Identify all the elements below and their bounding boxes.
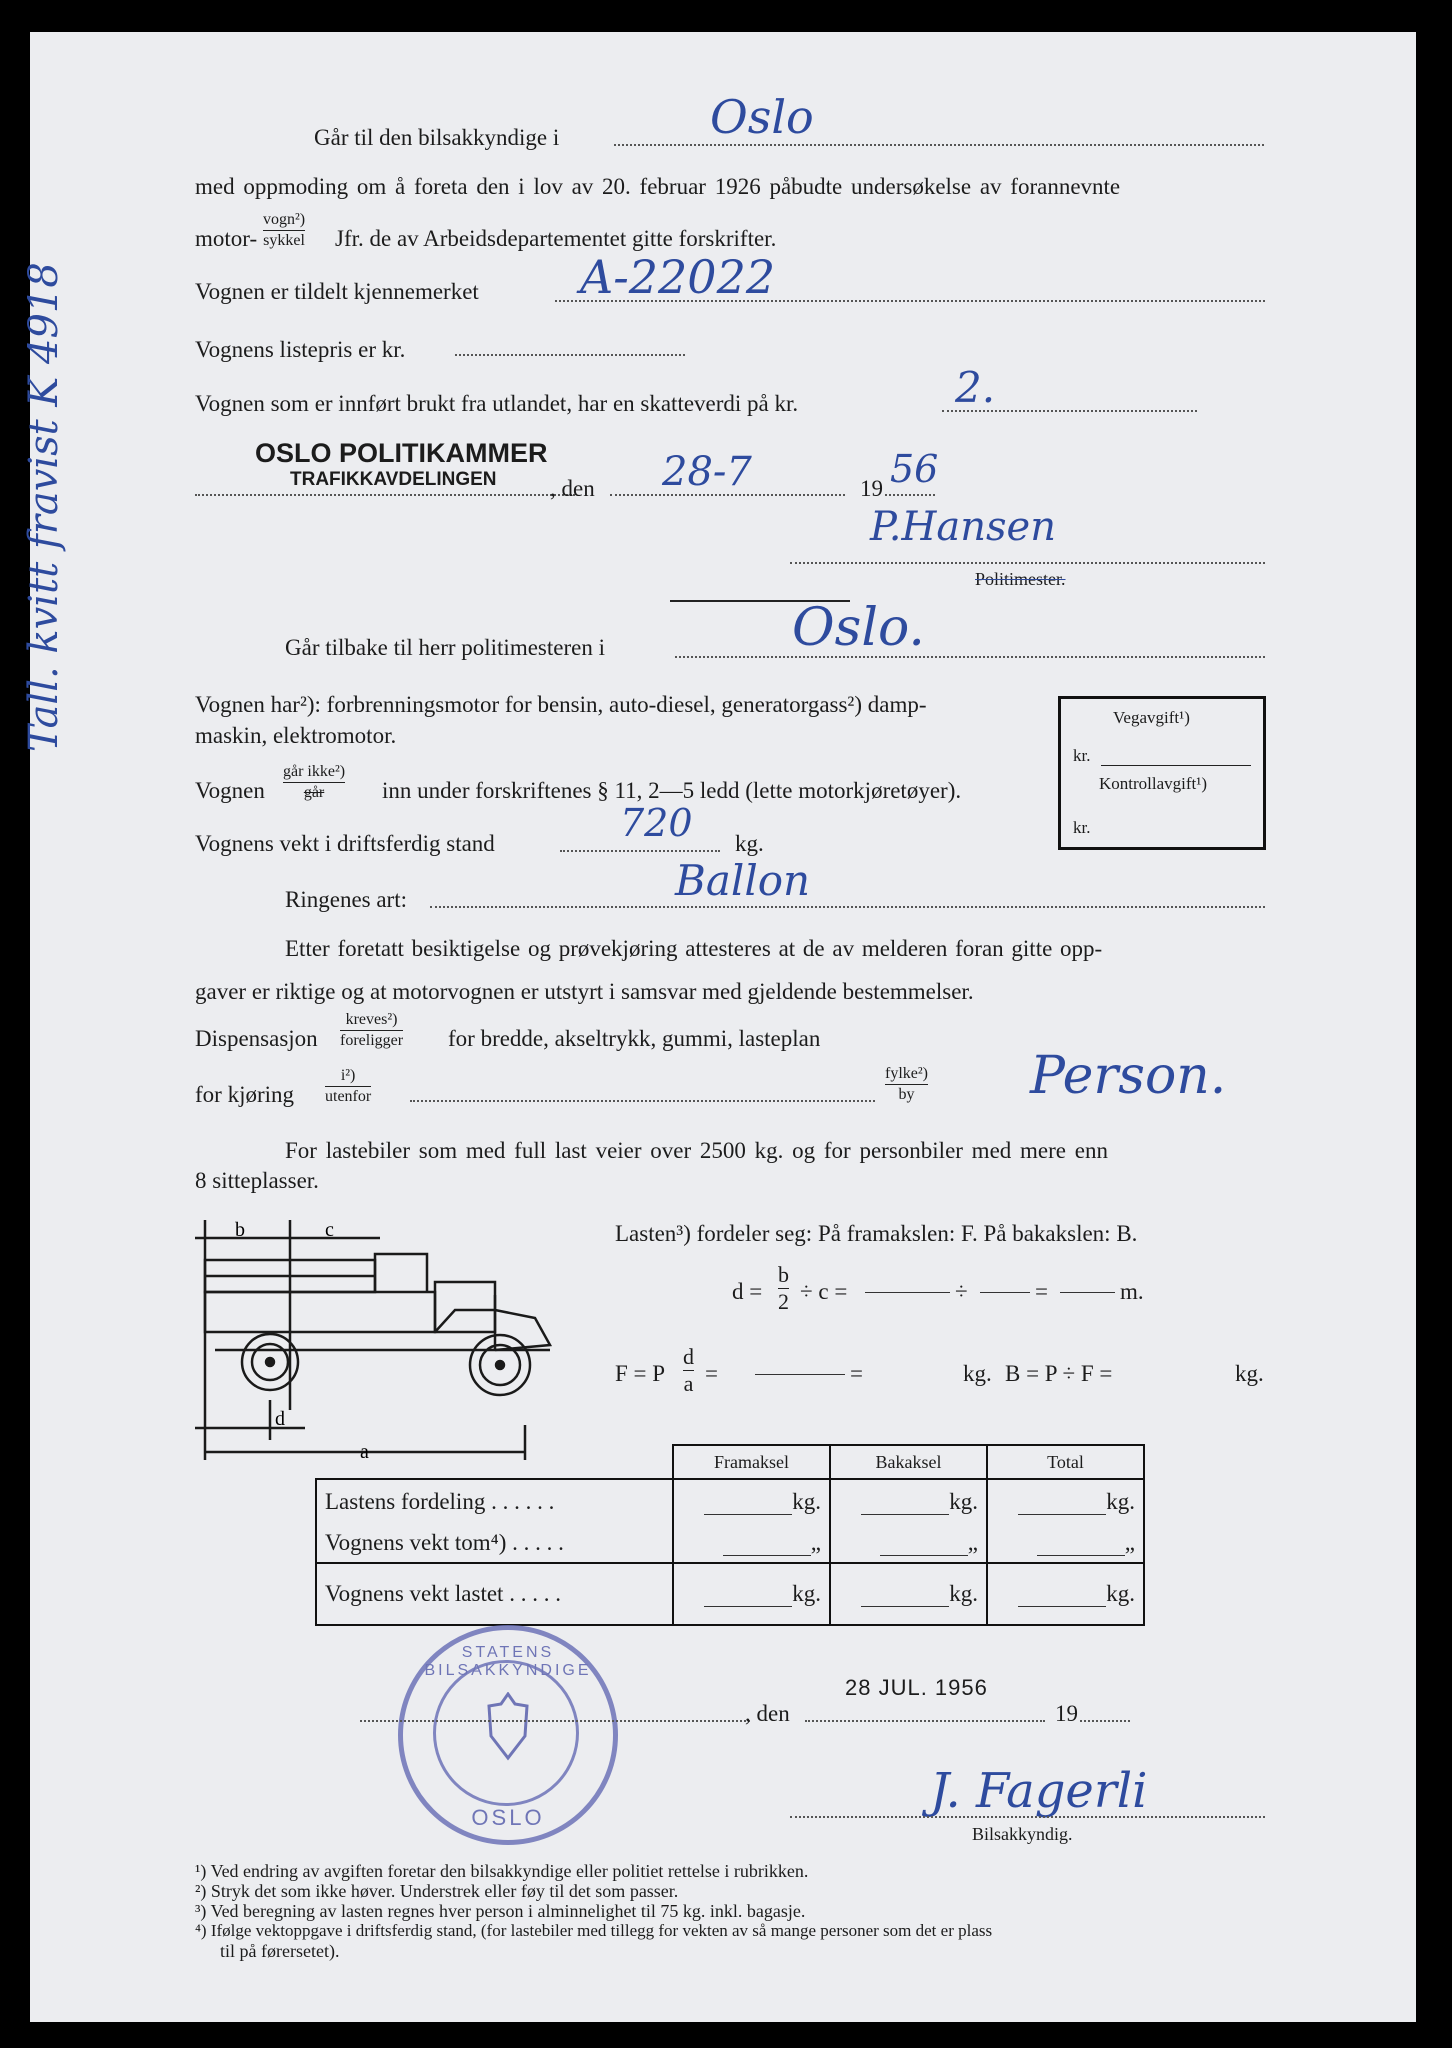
diagram-label-a: a xyxy=(360,1441,369,1460)
table-cell[interactable]: kg. xyxy=(673,1563,830,1625)
list-price-label: Vognens listepris er kr. xyxy=(195,337,406,362)
formula-d-field1[interactable] xyxy=(865,1292,950,1293)
inspector-signature: J. Fagerli xyxy=(930,1763,1148,1819)
formula-b-unit: kg. xyxy=(1235,1361,1264,1386)
formula-d-over-a xyxy=(683,1346,694,1395)
request-line: med oppmoding om å foreta den i lov av 20. februar 1926 påbudte undersøkelse av forannevnte xyxy=(195,174,1121,199)
destination-field-line[interactable] xyxy=(614,144,1264,146)
frac-vogn: vogn²) xyxy=(263,212,305,231)
frac-fylke: fylke²) xyxy=(885,1066,928,1085)
footer-place-field[interactable] xyxy=(360,1720,750,1722)
frac-d: d xyxy=(683,1344,694,1369)
table-row xyxy=(316,1563,1144,1625)
footer-date-field[interactable] xyxy=(805,1720,1045,1722)
table-header-rear-axle: Bakaksel xyxy=(830,1445,987,1479)
tyres-label: Ringenes art: xyxy=(285,887,407,912)
formula-d-eq: d = xyxy=(732,1279,763,1304)
frac-i: i²) xyxy=(325,1068,371,1087)
frac-gar-ikke: går ikke²) xyxy=(283,764,345,783)
motor-type-line1: Vognen har²): forbrenningsmotor for bensin, auto-diesel, generatorgass²) damp- xyxy=(195,692,927,717)
driving-label: for kjøring xyxy=(195,1082,295,1107)
table-cell[interactable]: kg. xyxy=(987,1479,1144,1523)
inspector-signature-line xyxy=(790,1816,1265,1818)
stamp-top-text: STATENS BILSAKKYNDIGE xyxy=(424,1644,592,1679)
footer-year-prefix: 19 xyxy=(1055,1701,1078,1726)
table-header-front-axle: Framaksel xyxy=(673,1445,830,1479)
vogn-sykkel-fraction xyxy=(263,212,305,249)
table-corner xyxy=(316,1445,673,1479)
police-year-value: 56 xyxy=(890,447,939,491)
frac-b: b xyxy=(778,1262,789,1287)
table-cell[interactable]: kg. xyxy=(987,1563,1144,1625)
footer-year-field[interactable] xyxy=(1080,1720,1130,1722)
attest-line2: gaver er riktige og at motorvognen er utstyrt i samsvar med gjeldende bestemmelser. xyxy=(195,979,974,1004)
row-label: Vognens vekt tom⁴) . . . . . xyxy=(316,1523,673,1563)
road-tax-field[interactable] xyxy=(1101,765,1251,766)
driving-field-line[interactable] xyxy=(410,1100,875,1102)
formula-f-field[interactable] xyxy=(755,1374,845,1375)
coat-of-arms-icon xyxy=(485,1692,531,1762)
formula-f-unit: kg. xyxy=(963,1361,992,1386)
road-tax-kr: kr. xyxy=(1073,746,1091,765)
table-cell[interactable]: „ xyxy=(673,1523,830,1563)
document-page xyxy=(21,32,1416,2022)
diagram-label-d: d xyxy=(275,1408,285,1430)
footnote-4-cont: til på førersetet). xyxy=(220,1941,340,1961)
diagram-label-b: b xyxy=(235,1219,245,1241)
truck-rule-line2: 8 sitteplasser. xyxy=(195,1168,319,1193)
inspector-round-stamp xyxy=(398,1625,618,1845)
vognen-label: Vognen xyxy=(195,778,265,803)
table-row xyxy=(316,1479,1144,1523)
frac-by: by xyxy=(898,1086,915,1103)
diagram-label-c: c xyxy=(325,1219,334,1241)
frac-gar: går xyxy=(303,784,325,801)
regulations-reference: Jfr. de av Arbeidsdepartementet gitte forskrifter. xyxy=(335,226,777,251)
footnote-1: ¹) Ved endring av avgiften foretar den bilsakkyndige eller politiet rettelse i rubrikken. xyxy=(195,1861,809,1881)
table-cell[interactable]: kg. xyxy=(830,1563,987,1625)
return-field-line[interactable] xyxy=(675,656,1265,658)
dispensation-rest: for bredde, akseltrykk, gummi, lasteplan xyxy=(448,1026,821,1051)
sidebar-handwritten-note: Tall. kvitt fravist K 4918 xyxy=(21,262,67,752)
footnote-3: ³) Ved beregning av lasten regnes hver person i alminnelighet til 75 kg. inkl. bagasje. xyxy=(195,1901,806,1921)
control-fee-label: Kontrollavgift¹) xyxy=(1099,774,1208,793)
light-vehicle-rule: inn under forskriftenes § 11, 2—5 ledd (lette motorkjøretøyer). xyxy=(382,778,962,803)
fee-box xyxy=(1058,696,1266,850)
road-tax-label: Vegavgift¹) xyxy=(1113,708,1190,727)
load-distribution-heading: Lasten³) fordeler seg: På framakslen: F. På bakakslen: B. xyxy=(615,1221,1138,1246)
frac-utenfor: utenfor xyxy=(325,1088,372,1105)
formula-f-equals2: = xyxy=(850,1361,863,1386)
weight-unit: kg. xyxy=(735,831,764,856)
police-den-label: , den xyxy=(550,476,595,501)
control-fee-kr: kr. xyxy=(1073,818,1091,837)
frac-sykkel: sykkel xyxy=(263,232,305,249)
attest-line1: Etter foretatt besiktigelse og prøvekjøring attesteres at de av melderen foran gitte opp- xyxy=(285,936,1103,961)
formula-d-rest: ÷ c = xyxy=(800,1279,848,1304)
formula-d-equals: = xyxy=(1035,1279,1048,1304)
table-row xyxy=(316,1523,1144,1563)
registration-value: A-22022 xyxy=(580,250,776,304)
return-value: Oslo. xyxy=(792,598,925,658)
formula-f-equals1: = xyxy=(705,1361,718,1386)
table-header-total: Total xyxy=(987,1445,1144,1479)
table-header-row xyxy=(316,1445,1144,1479)
tyres-field-line[interactable] xyxy=(430,906,1265,908)
police-signature-line xyxy=(790,562,1265,564)
truck-rule-line1: For lastebiler som med full last veier over 2500 kg. og for personbiler med mere enn xyxy=(285,1138,1108,1163)
weight-value: 720 xyxy=(620,801,693,845)
police-stamp-line1: OSLO POLITIKAMMER xyxy=(255,438,548,468)
tax-value-label: Vognen som er innført brukt fra utlandet, har en skatteverdi på kr. xyxy=(195,391,799,416)
footnote-4: ⁴) Ifølge vektoppgave i driftsferdig stand, (for lastebiler med tillegg for vekten av så mange personer som det er plass xyxy=(195,1921,993,1940)
police-year-prefix: 19 xyxy=(860,476,883,501)
police-signer-title: Politimester. xyxy=(975,569,1066,589)
tyres-value: Ballon xyxy=(675,856,811,905)
table-cell[interactable]: „ xyxy=(987,1523,1144,1563)
formula-b-eq: B = P ÷ F = xyxy=(1005,1361,1113,1386)
formula-d-field2[interactable] xyxy=(980,1292,1030,1293)
table-cell[interactable]: „ xyxy=(830,1523,987,1563)
truck-diagram xyxy=(195,1210,615,1460)
destination-value: Oslo xyxy=(710,90,814,144)
row-label: Lastens fordeling . . . . . . xyxy=(316,1479,673,1523)
place-field-line[interactable] xyxy=(195,494,575,496)
date-stamp: 28 JUL. 1956 xyxy=(845,1675,988,1700)
table-cell[interactable]: kg. xyxy=(830,1479,987,1523)
driving-value: Person. xyxy=(1030,1046,1227,1106)
formula-f-eq: F = P xyxy=(615,1361,666,1386)
kreves-fraction xyxy=(340,1012,403,1049)
registration-label: Vognen er tildelt kjennemerket xyxy=(195,279,479,304)
police-signature: P.Hansen xyxy=(870,504,1056,550)
inspector-title: Bilsakkyndig. xyxy=(972,1824,1073,1844)
footnote-2: ²) Stryk det som ikke høver. Understrek eller føy til det som passer. xyxy=(195,1881,679,1901)
police-date-value: 28-7 xyxy=(662,449,752,495)
police-year-field-line[interactable] xyxy=(885,494,935,496)
police-stamp-line2: TRAFIKKAVDELINGEN xyxy=(290,469,497,490)
frac-foreligger: foreligger xyxy=(340,1032,404,1049)
weight-distribution-table xyxy=(315,1444,1145,1626)
dispensation-label: Dispensasjon xyxy=(195,1026,318,1051)
motor-prefix: motor- xyxy=(195,226,258,251)
row-label: Vognens vekt lastet . . . . . xyxy=(316,1563,673,1625)
tax-value-value: 2. xyxy=(955,363,996,412)
formula-d-minus: ÷ xyxy=(955,1279,968,1304)
i-utenfor-fraction xyxy=(325,1068,371,1105)
gar-ikke-fraction xyxy=(283,764,345,801)
footer-den-label: , den xyxy=(745,1701,790,1726)
formula-d-result[interactable] xyxy=(1060,1292,1115,1293)
frac-2: 2 xyxy=(778,1289,789,1314)
weight-label: Vognens vekt i driftsferdig stand xyxy=(195,831,495,856)
table-cell[interactable]: kg. xyxy=(673,1479,830,1523)
frac-a: a xyxy=(683,1371,694,1396)
list-price-field-line[interactable] xyxy=(455,354,685,356)
return-label: Går tilbake til herr politimesteren i xyxy=(285,635,605,660)
formula-d-unit: m. xyxy=(1120,1279,1144,1304)
motor-type-line2: maskin, elektromotor. xyxy=(195,723,397,748)
formula-b-over-2 xyxy=(778,1264,789,1313)
weight-field-line[interactable] xyxy=(560,850,720,852)
fylke-by-fraction xyxy=(885,1066,928,1103)
destination-label: Går til den bilsakkyndige i xyxy=(314,125,560,150)
stamp-bottom-text: OSLO xyxy=(471,1805,545,1830)
frac-kreves: kreves²) xyxy=(340,1012,403,1031)
